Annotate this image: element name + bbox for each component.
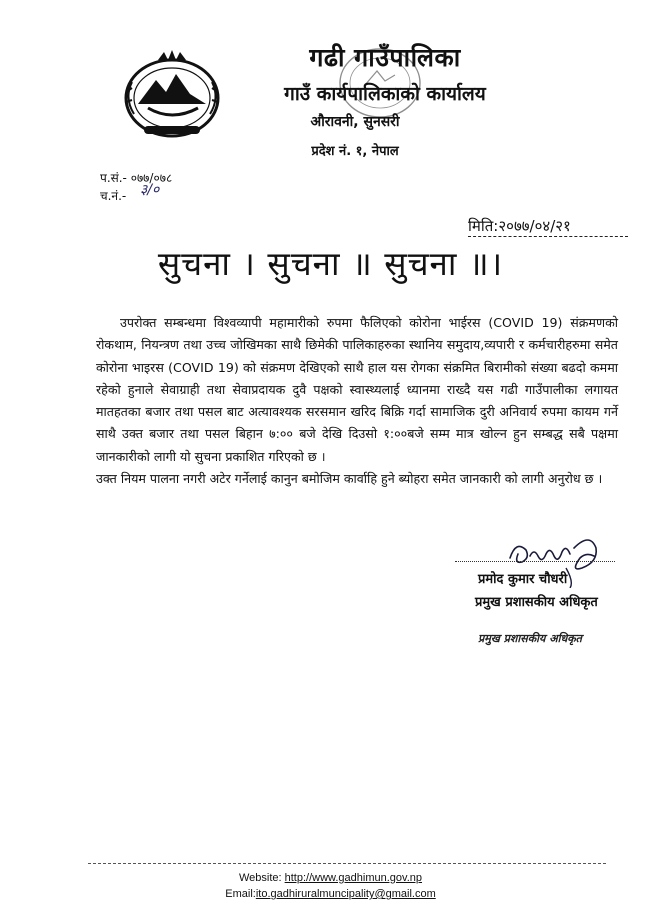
notice-paragraph-1: उपरोक्त सम्बन्धमा विश्वव्यापी महामारीको रुपमा फैलिएको कोरोना भाईरस (COVID 19) संक्रमणको रोकथाम, नियन्त्रण तथा उच्च जोखिमका साथै छिमेकी पालिकाहरुका स्थानिय समुदाय,व्यपारी र कर्मचारीहरुमा समेत कोरोना भाइरस (COVID 19) को संक्रमण देखिएको साथै हाल यस रोगका संक्रमित बिरामीको संख्या बढदो कममा रहेको हुनाले सेवाग्राही तथा सेवाप्रदायक दुवै पक्षको स्वास्थ्यलाई ध्यानमा राख्दै यस गढी गाउँपालीका लगायत मातहतका बजार तथा पसल बाट अत्यावश्यक सरसमान खरिद बिक्रि गर्दा सामाजिक दुरी अनिवार्य रुपमा कायम गर्ने साथै उक्त बजार तथा पसल बिहान ७:०० बजे देखि दिउसो १:००बजे सम्म मात्र खोल्न हुन सम्बद्ध सबै पक्षमा जानकारीको लागी यो सुचना प्रकाशित गरिएको छ ।: [96, 315, 618, 464]
office-title: गढी गाउँपालिका: [309, 43, 461, 72]
office-subtitle: गाउँ कार्यपालिकाको कार्यालय: [284, 83, 486, 105]
footer-email: [0, 888, 661, 900]
reference-number: प.सं.- ०७७/०७८: [100, 171, 173, 185]
notice-title: सुचना । सुचना ॥ सुचना ॥।: [157, 244, 504, 283]
notice-paragraph-2: उक्त नियम पालना नगरी अटेर गर्नेलाई कानुन बमोजिम कार्वाहि हुने ब्योहरा समेत जानकारी को लागी अनुरोध छ ।: [96, 471, 603, 487]
dispatch-number-label: च.नं.-: [100, 189, 127, 203]
signatory-name: प्रमोद कुमार चौधरी: [478, 572, 568, 587]
website-label: Website:: [238, 872, 285, 884]
notice-body: [96, 312, 618, 490]
footer-divider: [88, 863, 606, 864]
date-divider: [468, 236, 628, 237]
municipality-emblem-icon: [118, 42, 226, 142]
dispatch-number-handwritten: ३/०: [140, 182, 160, 198]
office-province: प्रदेश नं. १, नेपाल: [311, 144, 399, 159]
email-link[interactable]: ito.gadhiruralmuncipality@gmail.com: [255, 888, 436, 900]
email-label: Email:: [225, 888, 256, 900]
website-link[interactable]: http://www.gadhimun.gov.np: [284, 872, 423, 884]
signatory-title: प्रमुख प्रशासकीय अधिकृत: [475, 595, 598, 610]
signature-line: [455, 561, 615, 562]
office-address: औरावनी, सुनसरी: [310, 114, 400, 130]
footer-website: [0, 872, 661, 884]
notice-date: मिति:२०७७/०४/२१: [468, 217, 571, 235]
designation-stamp: प्रमुख प्रशासकीय अधिकृत: [478, 632, 582, 645]
